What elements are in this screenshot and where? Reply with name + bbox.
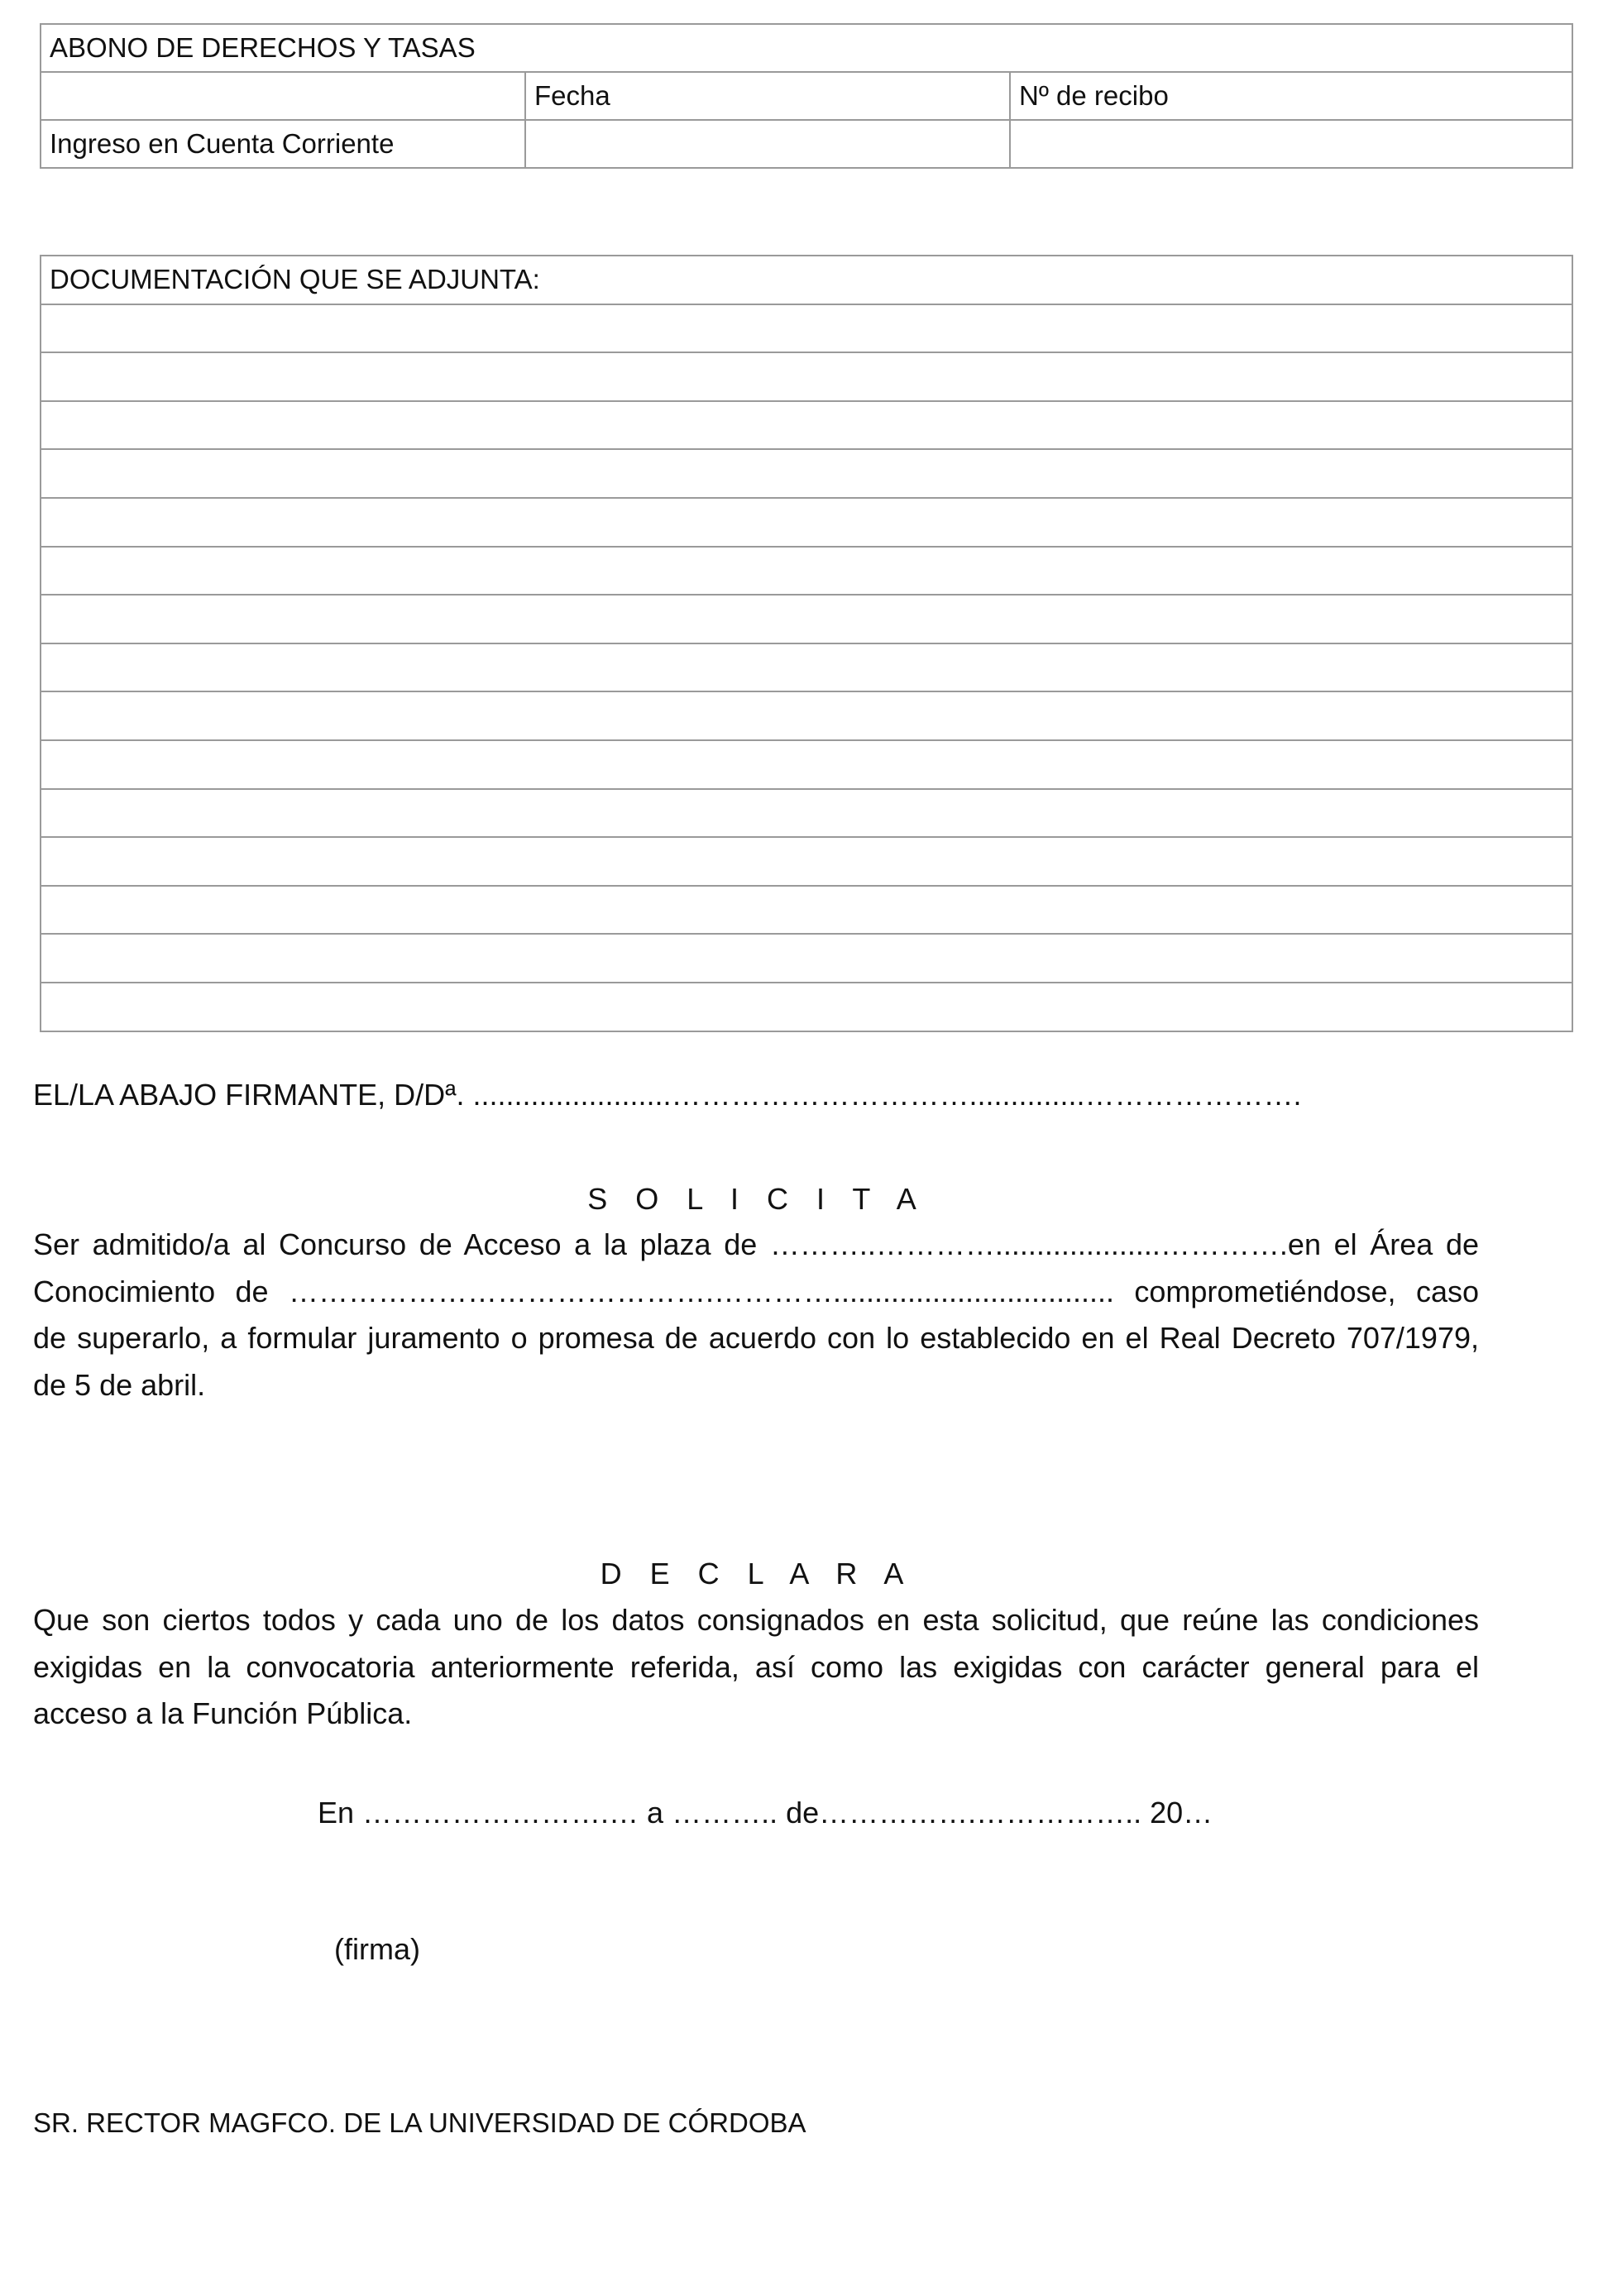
signature-label: (firma): [334, 1932, 420, 1966]
documentation-entry[interactable]: [41, 643, 1572, 692]
fees-date-field[interactable]: [525, 120, 1010, 168]
documentation-entry-row[interactable]: [41, 740, 1572, 789]
documentation-entry-row[interactable]: [41, 837, 1572, 886]
fees-title: ABONO DE DERECHOS Y TASAS: [41, 24, 1572, 72]
documentation-entry[interactable]: [41, 401, 1572, 450]
documentation-entry-row[interactable]: [41, 643, 1572, 692]
documentation-entry-row[interactable]: [41, 983, 1572, 1031]
fees-header-empty-cell: [41, 72, 525, 120]
documentation-entry-row[interactable]: [41, 547, 1572, 596]
request-line-4: de 5 de abril.: [33, 1367, 206, 1402]
documentation-entry[interactable]: [41, 304, 1572, 353]
documentation-entry[interactable]: [41, 547, 1572, 596]
fees-date-header: Fecha: [525, 72, 1010, 120]
fees-receipt-header: Nº de recibo: [1010, 72, 1572, 120]
documentation-entry-row[interactable]: [41, 498, 1572, 547]
documentation-entry[interactable]: [41, 837, 1572, 886]
fees-table: [40, 23, 1573, 169]
declaration-heading: D E C L A R A: [600, 1557, 914, 1590]
addressee-line: SR. RECTOR MAGFCO. DE LA UNIVERSIDAD DE CÓRDOBA: [33, 2107, 806, 2138]
documentation-entry[interactable]: [41, 691, 1572, 740]
documentation-entry-row[interactable]: [41, 691, 1572, 740]
request-line-3: de superarlo, a formular juramento o promesa de acuerdo con lo establecido en el Real Decreto 707/1979,: [33, 1321, 1479, 1355]
declaration-line-3: acceso a la Función Pública.: [33, 1696, 413, 1730]
request-line-1: Ser admitido/a al Concurso de Acceso a la plaza de ………..…………....................………….en el Área de: [33, 1227, 1479, 1261]
documentation-entry[interactable]: [41, 449, 1572, 498]
request-heading: S O L I C I T A: [587, 1182, 926, 1216]
documentation-entry-row[interactable]: [41, 789, 1572, 838]
declaration-paragraph: [33, 1597, 1479, 1738]
documentation-entry[interactable]: [41, 498, 1572, 547]
documentation-entry[interactable]: [41, 983, 1572, 1031]
request-line-2: Conocimiento de …………………………………….………….................................. comprometiéndose, caso: [33, 1274, 1479, 1308]
documentation-entry[interactable]: [41, 789, 1572, 838]
documentation-entry-row[interactable]: [41, 449, 1572, 498]
fees-header-row: [41, 72, 1572, 120]
signer-line: EL/LA ABAJO FIRMANTE, D/Dª. ........................…………………………..............………………….: [33, 1078, 1302, 1112]
fees-receipt-field[interactable]: [1010, 120, 1572, 168]
fees-title-row: [41, 24, 1572, 72]
documentation-entry-row[interactable]: [41, 401, 1572, 450]
documentation-entry[interactable]: [41, 886, 1572, 935]
documentation-entry-row[interactable]: [41, 352, 1572, 401]
documentation-entry[interactable]: [41, 352, 1572, 401]
documentation-entry-row[interactable]: [41, 304, 1572, 353]
declaration-line-2: exigidas en la convocatoria anteriormente referida, así como las exigidas con carácter general para el: [33, 1649, 1479, 1684]
fees-method-label: Ingreso en Cuenta Corriente: [41, 120, 525, 168]
documentation-entry-row[interactable]: [41, 595, 1572, 643]
documentation-entry[interactable]: [41, 595, 1572, 643]
documentation-title: DOCUMENTACIÓN QUE SE ADJUNTA:: [41, 256, 1572, 304]
documentation-entry[interactable]: [41, 740, 1572, 789]
documentation-entry-row[interactable]: [41, 934, 1572, 983]
declaration-line-1: Que son ciertos todos y cada uno de los datos consignados en esta solicitud, que reúne las condiciones: [33, 1603, 1479, 1637]
documentation-entry-row[interactable]: [41, 886, 1572, 935]
place-date-line: En …………………….… a ……….. de…………….…………….. 20…: [318, 1796, 1213, 1830]
documentation-title-row: [41, 256, 1572, 304]
fees-method-row: [41, 120, 1572, 168]
documentation-table: [40, 255, 1573, 1032]
documentation-entry[interactable]: [41, 934, 1572, 983]
request-paragraph: [33, 1222, 1479, 1409]
